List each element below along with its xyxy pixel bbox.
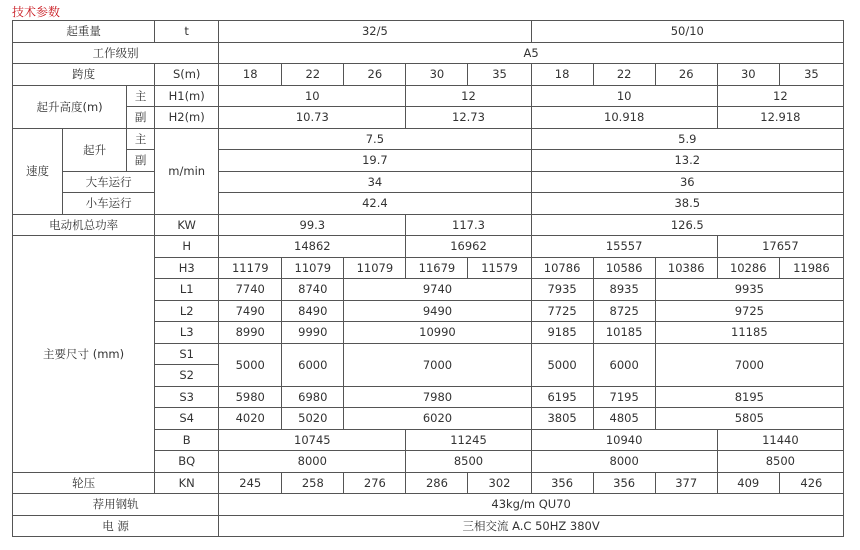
value-cell: 6000 (593, 343, 655, 386)
row-label: 电 源 (13, 515, 219, 537)
unit-cell: m/min (155, 128, 219, 214)
value-cell: 276 (344, 472, 406, 494)
value-cell: 7000 (344, 343, 531, 386)
row-speed-hoist-aux (13, 150, 844, 172)
value-cell: 11079 (344, 257, 406, 279)
row-label: 主要尺寸 (mm) (13, 236, 155, 473)
value-cell: 3805 (531, 408, 593, 430)
value-cell: 377 (655, 472, 717, 494)
value-cell: 11679 (406, 257, 468, 279)
value-cell: 10 (531, 85, 717, 107)
row-label: 轮压 (13, 472, 155, 494)
value-cell: 10386 (655, 257, 717, 279)
row-label: 大车运行 (63, 171, 155, 193)
unit-cell: L2 (155, 300, 219, 322)
value-cell: 30 (717, 64, 779, 86)
value-cell: 6020 (344, 408, 531, 430)
unit-cell: S2 (155, 365, 219, 387)
value-cell: 7740 (219, 279, 282, 301)
value-cell: 12.918 (717, 107, 843, 129)
value-cell: 三相交流 A.C 50HZ 380V (219, 515, 844, 537)
value-cell: 18 (219, 64, 282, 86)
value-cell: 117.3 (406, 214, 531, 236)
row-label: 起升 (63, 128, 127, 171)
value-cell: 19.7 (219, 150, 531, 172)
value-cell: 8195 (655, 386, 843, 408)
unit-cell: S4 (155, 408, 219, 430)
value-cell: 8725 (593, 300, 655, 322)
value-cell: 35 (468, 64, 531, 86)
value-cell: 36 (531, 171, 843, 193)
value-cell: 126.5 (531, 214, 843, 236)
value-cell: 9185 (531, 322, 593, 344)
unit-cell: BQ (155, 451, 219, 473)
value-cell: 4020 (219, 408, 282, 430)
value-cell: 5980 (219, 386, 282, 408)
value-cell: 10586 (593, 257, 655, 279)
value-cell: 35 (779, 64, 843, 86)
value-cell: 12 (406, 85, 531, 107)
value-cell: 5000 (219, 343, 282, 386)
value-cell: 14862 (219, 236, 406, 258)
value-cell: 5805 (655, 408, 843, 430)
value-cell: 286 (406, 472, 468, 494)
value-cell: 7980 (344, 386, 531, 408)
value-cell: 18 (531, 64, 593, 86)
sub-label: 主 (127, 128, 155, 150)
spec-table (12, 20, 844, 537)
value-cell: 8000 (531, 451, 717, 473)
value-cell: 8935 (593, 279, 655, 301)
row-wheel (13, 472, 844, 494)
row-power-supply (13, 515, 844, 537)
sub-label: 副 (127, 107, 155, 129)
value-cell: 26 (344, 64, 406, 86)
value-cell: 11440 (717, 429, 843, 451)
value-cell: 11579 (468, 257, 531, 279)
value-cell: 42.4 (219, 193, 531, 215)
row-label: 荐用钢轨 (13, 494, 219, 516)
value-cell: 10786 (531, 257, 593, 279)
value-cell: 16962 (406, 236, 531, 258)
value-cell: 43kg/m QU70 (219, 494, 844, 516)
value-cell: 356 (593, 472, 655, 494)
value-cell: 6980 (282, 386, 344, 408)
unit-cell: S(m) (155, 64, 219, 86)
value-cell: 17657 (717, 236, 843, 258)
value-cell: 34 (219, 171, 531, 193)
value-cell: 10 (219, 85, 406, 107)
value-cell: 8500 (717, 451, 843, 473)
value-cell: 8490 (282, 300, 344, 322)
unit-cell: H3 (155, 257, 219, 279)
row-label: 电动机总功率 (13, 214, 155, 236)
row-label: 起升高度(m) (13, 85, 127, 128)
unit-cell: S3 (155, 386, 219, 408)
value-cell: 6000 (282, 343, 344, 386)
value-cell: 11245 (406, 429, 531, 451)
value-cell: 10940 (531, 429, 717, 451)
value-cell: 99.3 (219, 214, 406, 236)
unit-cell: B (155, 429, 219, 451)
value-cell: 50/10 (531, 21, 843, 43)
row-rail (13, 494, 844, 516)
value-cell: 12.73 (406, 107, 531, 129)
value-cell: 8740 (282, 279, 344, 301)
value-cell: 10.73 (219, 107, 406, 129)
row-lift-main (13, 85, 844, 107)
unit-cell: t (155, 21, 219, 43)
value-cell: 13.2 (531, 150, 843, 172)
value-cell: 409 (717, 472, 779, 494)
value-cell: 8500 (406, 451, 531, 473)
value-cell: 5020 (282, 408, 344, 430)
unit-cell: H1(m) (155, 85, 219, 107)
value-cell: 9935 (655, 279, 843, 301)
value-cell: 26 (655, 64, 717, 86)
value-cell: 9725 (655, 300, 843, 322)
value-cell: 9990 (282, 322, 344, 344)
row-dim-H (13, 236, 844, 258)
value-cell: 426 (779, 472, 843, 494)
unit-cell: L3 (155, 322, 219, 344)
value-cell: 38.5 (531, 193, 843, 215)
row-span (13, 64, 844, 86)
row-label: 起重量 (13, 21, 155, 43)
value-cell: 8990 (219, 322, 282, 344)
value-cell: 32/5 (219, 21, 531, 43)
row-label: 小车运行 (63, 193, 155, 215)
value-cell: 11185 (655, 322, 843, 344)
value-cell: 5000 (531, 343, 593, 386)
value-cell: 245 (219, 472, 282, 494)
row-speed-hoist-main (13, 128, 844, 150)
row-duty (13, 42, 844, 64)
row-lift-aux (13, 107, 844, 129)
value-cell: 30 (406, 64, 468, 86)
value-cell: 11986 (779, 257, 843, 279)
unit-cell: KW (155, 214, 219, 236)
value-cell: 7725 (531, 300, 593, 322)
unit-cell: KN (155, 472, 219, 494)
unit-cell: S1 (155, 343, 219, 365)
unit-cell: L1 (155, 279, 219, 301)
row-label: 速度 (13, 128, 63, 214)
value-cell: 10745 (219, 429, 406, 451)
value-cell: 9490 (344, 300, 531, 322)
section-title: 技术参数 (12, 5, 61, 19)
row-capacity (13, 21, 844, 43)
value-cell: 11179 (219, 257, 282, 279)
value-cell: 356 (531, 472, 593, 494)
unit-cell: H (155, 236, 219, 258)
row-label: 工作级别 (13, 42, 219, 64)
sub-label: 副 (127, 150, 155, 172)
value-cell: 258 (282, 472, 344, 494)
value-cell: A5 (219, 42, 844, 64)
value-cell: 10185 (593, 322, 655, 344)
row-speed-trolley (13, 193, 844, 215)
value-cell: 12 (717, 85, 843, 107)
value-cell: 9740 (344, 279, 531, 301)
sub-label: 主 (127, 85, 155, 107)
value-cell: 7195 (593, 386, 655, 408)
unit-cell: H2(m) (155, 107, 219, 129)
value-cell: 7935 (531, 279, 593, 301)
value-cell: 10286 (717, 257, 779, 279)
value-cell: 7490 (219, 300, 282, 322)
row-power (13, 214, 844, 236)
value-cell: 15557 (531, 236, 717, 258)
value-cell: 302 (468, 472, 531, 494)
row-speed-crane (13, 171, 844, 193)
value-cell: 6195 (531, 386, 593, 408)
value-cell: 22 (593, 64, 655, 86)
value-cell: 8000 (219, 451, 406, 473)
value-cell: 7.5 (219, 128, 531, 150)
value-cell: 4805 (593, 408, 655, 430)
value-cell: 10990 (344, 322, 531, 344)
value-cell: 11079 (282, 257, 344, 279)
value-cell: 7000 (655, 343, 843, 386)
value-cell: 5.9 (531, 128, 843, 150)
value-cell: 22 (282, 64, 344, 86)
row-label: 跨度 (13, 64, 155, 86)
value-cell: 10.918 (531, 107, 717, 129)
